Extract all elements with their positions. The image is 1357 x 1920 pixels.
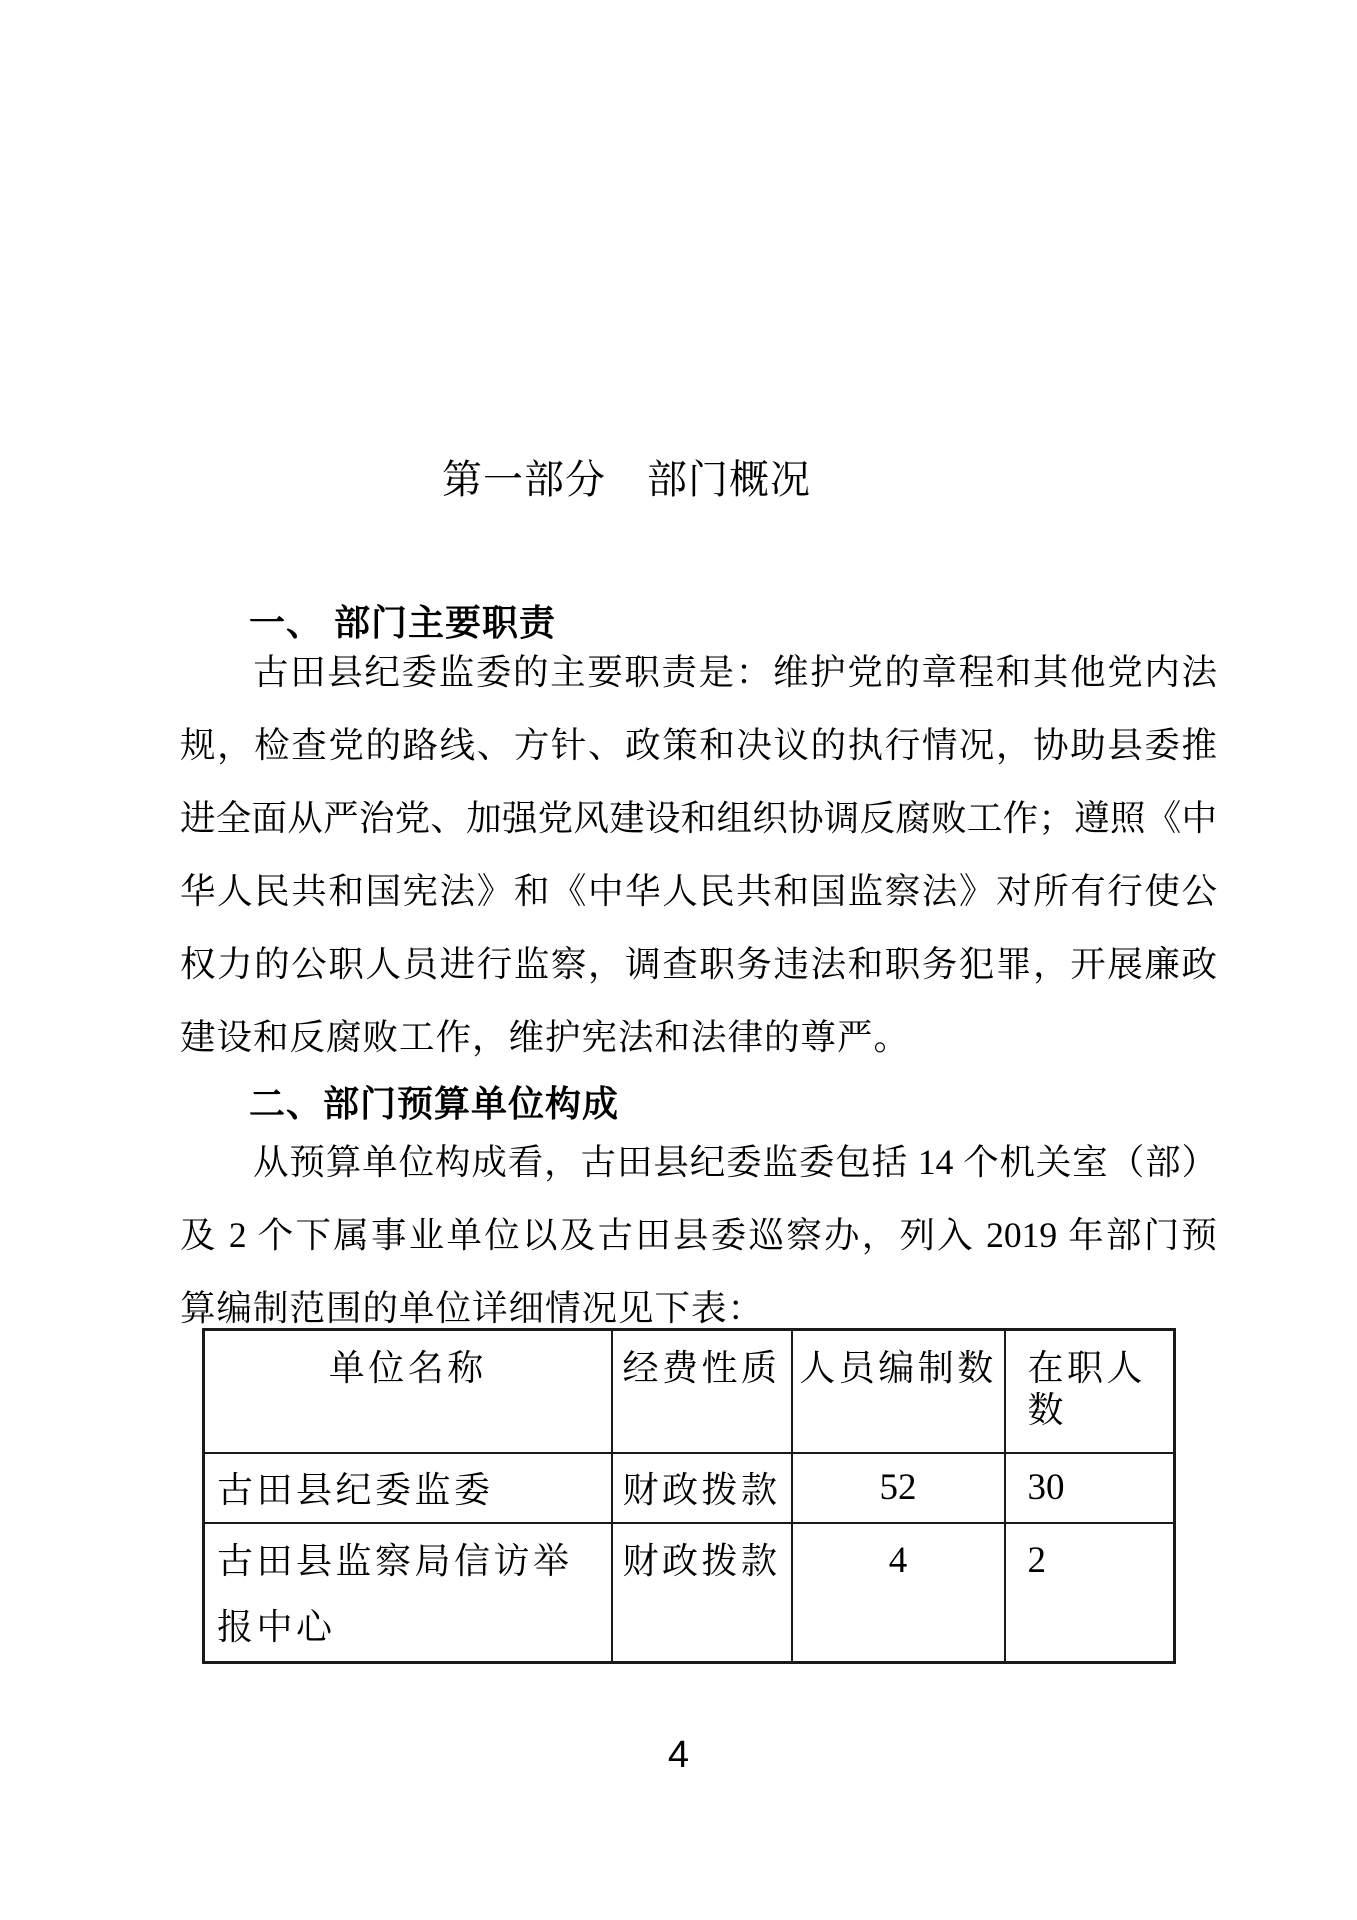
column-header-unit-name: 单位名称 [204,1330,612,1453]
page-title: 第一部分 部门概况 [442,457,811,502]
budget-units-table [202,1328,1176,1664]
table-row [204,1523,1175,1663]
paragraph-line: 古田县纪委监委的主要职责是：维护党的章程和其他党内法 [253,652,1217,692]
funding-type-cell: 财政拨款 [612,1523,792,1663]
unit-name-cell: 古田县监察局信访举报中心 [204,1523,612,1663]
paragraph-line: 从预算单位构成看，古田县纪委监委包括 14 个机关室（部） [253,1142,1217,1182]
table-header-row [204,1330,1175,1453]
section-2-paragraph [180,1126,1217,1345]
employed-count-cell: 30 [1005,1453,1175,1523]
paragraph-line: 规，检查党的路线、方针、政策和决议的执行情况，协助县委推 [180,725,1217,765]
staffing-count-cell: 52 [792,1453,1005,1523]
paragraph-line: 华人民共和国宪法》和《中华人民共和国监察法》对所有行使公 [180,871,1217,911]
staffing-count-cell: 4 [792,1523,1005,1663]
section-1-paragraph [180,636,1217,1074]
column-header-staffing-count: 人员编制数 [792,1330,1005,1453]
funding-type-cell: 财政拨款 [612,1453,792,1523]
table-row [204,1453,1175,1523]
paragraph-line: 及 2 个下属事业单位以及古田县委巡察办，列入 2019 年部门预 [180,1215,1217,1255]
employed-count-cell: 2 [1005,1523,1175,1663]
paragraph-line: 权力的公职人员进行监察，调查职务违法和职务犯罪，开展廉政 [180,944,1217,984]
section-1-heading: 一、 部门主要职责 [249,602,557,643]
column-header-employed-count: 在职人数 [1005,1330,1175,1453]
paragraph-line: 建设和反腐败工作，维护宪法和法律的尊严。 [180,1017,911,1057]
paragraph-line: 进全面从严治党、加强党风建设和组织协调反腐败工作；遵照《中 [180,798,1217,838]
column-header-funding-type: 经费性质 [612,1330,792,1453]
paragraph-line: 算编制范围的单位详细情况见下表： [180,1288,765,1328]
page-number: 4 [667,1734,690,1776]
section-2-heading: 二、部门预算单位构成 [249,1083,620,1124]
unit-name-cell: 古田县纪委监委 [204,1453,612,1523]
